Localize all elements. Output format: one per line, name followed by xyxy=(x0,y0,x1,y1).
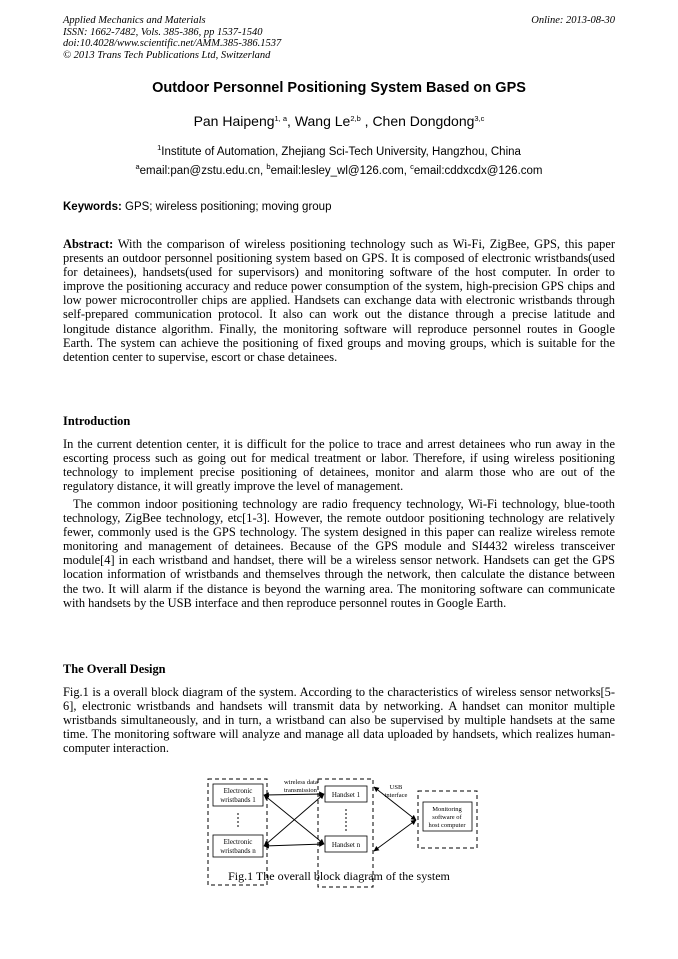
wristband-1-label: wristbands 1 xyxy=(220,796,256,804)
paper-title: Outdoor Personnel Positioning System Based on GPS xyxy=(152,80,526,96)
introduction-paragraph-2: The common indoor positioning technology are radio frequency technology, Wi-Fi technology, blue-tooth technology, ZigBee technology, etc[1-3]. However, the remote outdoor positioning technology are relatively fewer, commonly used is the GPS technology. The system designed in this paper can realize wireless remote monitoring and management of detainees. Because of the GPS module and SI4432 wireless transceiver module[4] in each wristband and handset, there will be a wireless sensor network. Handsets can get the GPS location information of wristbands and themselves through the network, then calculate the distance between the two. It will alarm if the distance is beyond the warning area. The monitoring software can communicate with handsets by the USB interface and then reproduce personnel routes in Google Earth. xyxy=(63,497,615,610)
journal-meta xyxy=(63,15,281,61)
author-name: Pan Haipeng xyxy=(193,113,275,129)
abstract-label: Abstract: xyxy=(63,237,114,251)
abstract-text: With the comparison of wireless positioning technology such as Wi-Fi, ZigBee, GPS, this paper presents an outdoor personnel positioning system based on GPS. It is composed of electronic wristbands(used for detainees), handsets(used for supervisors) and monitoring software of the host computer. In order to improve the positioning accuracy and reduce power consumption of the system, high-precision GPS chips and low power microcontroller chips are applied. Handsets can exchange data with electronic wristbands through self-prepared communication protocol. It also can work out the distance through a precise latitude and longitude distance algorithm. Finally, the monitoring software will reproduce personnel routes in Google Earth. The system can achieve the positioning of fixed groups and moving groups, which is suitable for the detention center to supervise, escort or chase detainees. xyxy=(63,237,615,364)
email-text: email:pan@zstu.edu.cn, xyxy=(139,165,267,177)
introduction-heading: Introduction xyxy=(63,414,131,428)
author-sep: , xyxy=(360,113,373,129)
link-arrow xyxy=(264,794,324,795)
email-text: email:lesley_wl@126.com, xyxy=(270,165,411,177)
software-label: Monitoring xyxy=(432,806,462,813)
author-sup: 1, a xyxy=(274,114,288,123)
author-sup: 2,b xyxy=(350,114,361,123)
figure-caption: Fig.1 The overall block diagram of the system xyxy=(228,869,450,883)
overall-design-heading: The Overall Design xyxy=(63,662,166,676)
author-line xyxy=(0,113,678,129)
usb-arrow xyxy=(374,820,416,851)
overall-design-paragraph: Fig.1 is a overall block diagram of the system. According to the characteristics of wireless sensor networks[5-6], electronic wristbands and handsets will transmit data by networking. A handset can monitor multiple wristbands simultaneously, and in turn, a wristband can also be supervised by multiple handsets at the same time. The monitoring software will analyze and manage all data uploaded by handsets, which realizes human-computer interaction. xyxy=(63,685,615,756)
issn-line: ISSN: 1662-7482, Vols. 385-386, pp 1537-1540 xyxy=(63,26,263,38)
affiliation-text: Institute of Automation, Zhejiang Sci-Tech University, Hangzhou, China xyxy=(161,146,521,158)
affiliation-sup: 1 xyxy=(157,143,162,152)
keywords-label: Keywords: xyxy=(63,201,122,213)
email-line xyxy=(0,162,678,177)
author-name: Wang Le xyxy=(294,113,351,129)
keywords-text: GPS; wireless positioning; moving group xyxy=(125,201,332,213)
author-name: Chen Dongdong xyxy=(372,113,475,129)
email-sup: b xyxy=(266,162,271,171)
wireless-label: wireless data xyxy=(284,779,318,786)
handset-1-label: Handset 1 xyxy=(331,791,361,799)
email-text: email:cddxcdx@126.com xyxy=(413,165,543,177)
author-sup: 3,c xyxy=(474,114,485,123)
link-arrow xyxy=(264,844,324,846)
abstract-paragraph xyxy=(63,237,615,364)
usb-label: interface xyxy=(384,792,408,799)
introduction-paragraph-1: In the current detention center, it is difficult for the police to trace and arrest detainees who run away in the escorting process such as going out for medical treatment or labor. Therefore, if using wireless positioning technology to implement precise positioning of detainees, monitor and alarm those who are out of the regulatory distance, it will greatly improve the level of management. xyxy=(63,437,615,494)
email-sup: a xyxy=(135,162,140,171)
software-label: host computer xyxy=(428,822,466,829)
wristband-n-label: wristbands n xyxy=(220,847,256,855)
online-date: Online: 2013-08-30 xyxy=(531,15,615,26)
software-label: software of xyxy=(432,814,462,821)
wireless-label: transmission xyxy=(284,787,317,794)
email-sup: c xyxy=(410,162,414,171)
usb-label: USB xyxy=(389,784,403,791)
keywords xyxy=(63,201,615,213)
wristband-n-label: Electronic xyxy=(223,838,253,846)
doi-line: doi:10.4028/www.scientific.net/AMM.385-386.1537 xyxy=(63,38,282,50)
affiliation xyxy=(0,143,678,158)
wristband-1-label: Electronic xyxy=(223,787,253,795)
journal-name: Applied Mechanics and Materials xyxy=(63,15,206,26)
copyright-line: © 2013 Trans Tech Publications Ltd, Switzerland xyxy=(63,49,271,61)
handset-n-label: Handset n xyxy=(331,841,361,849)
author-sep: , xyxy=(287,113,295,129)
